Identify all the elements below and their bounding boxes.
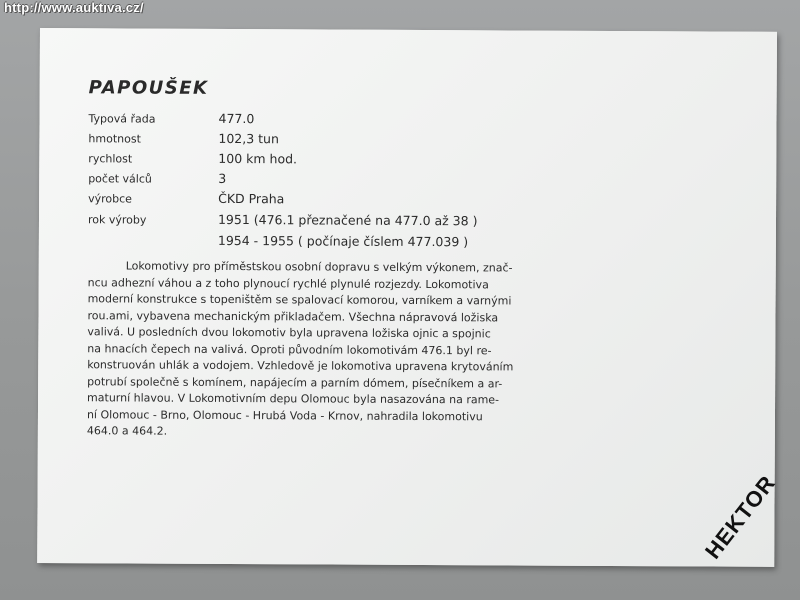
paragraph-line: moderní konstrukce s topeništěm se spalovací komorou, varníkem a varnými [87,292,512,308]
watermark-url: http://www.auktıva.cz/ [4,0,144,15]
spec-value: 102,3 tun [218,130,279,147]
spec-label: počet válců [88,172,152,186]
spec-value: 100 km hod. [218,150,298,167]
paragraph-line: na hnacích čepech na valivá. Oproti původním lokomotivám 476.1 byl re- [87,341,492,357]
spec-row [88,148,478,170]
spec-row [88,208,478,231]
paragraph-line: ní Olomouc - Brno, Olomouc - Hrubá Voda - Krnov, nahradila lokomotivu [86,407,483,423]
paragraph-line: rou.ami, vybavena mechanickým přikladačem. Všechna nápravová ložiska [87,308,499,324]
paragraph-line: 464.0 a 464.2. [86,424,168,438]
spec-row [88,168,478,190]
spec-row [88,128,478,150]
paragraph-line: maturní hlavou. V Lokomotivním depu Olomouc byla nasazována na rame- [87,391,500,407]
description-paragraph [87,258,518,442]
spec-value: 1954 - 1955 ( počínaje číslem 477.039 ) [217,232,469,250]
spec-value: 3 [218,170,227,186]
spec-row [88,108,478,130]
paragraph-line: potrubí společně s komínem, napájecím a parním dómem, písečníkem a ar- [87,374,503,390]
spec-label: rychlost [88,152,133,166]
card-title: PAPOUŠEK [88,77,209,99]
spec-row [88,188,478,210]
paragraph-line: konstruován uhlák a vodojem. Vzhledově je lokomotiva upravena krytováním [87,358,514,374]
spec-label: rok výroby [87,213,147,227]
spec-value: 477.0 [218,110,255,127]
spec-value: ČKD Praha [218,190,285,207]
spec-label [88,244,218,245]
spec-value: 1951 (476.1 přeznačené na 477.0 až 38 ) [217,211,478,229]
info-card [37,28,777,567]
spec-label: Typová řada [88,112,156,126]
paragraph-line: valivá. U posledních dvou lokomotiv byla upravena ložiska ojnic a spojnic [87,325,491,341]
spec-table [88,108,478,252]
spec-label: hmotnost [88,132,141,146]
hektor-stamp: HEKTOR [700,470,781,564]
spec-label: výrobce [88,192,132,206]
spec-row [88,229,478,252]
paragraph-line: ncu adhezní váhou a z toho plynoucí rychlé plynulé rozjezdy. Lokomotiva [87,275,489,291]
paragraph-line: Lokomotivy pro příměstskou osobní dopravu s velkým výkonem, znač- [125,259,513,275]
